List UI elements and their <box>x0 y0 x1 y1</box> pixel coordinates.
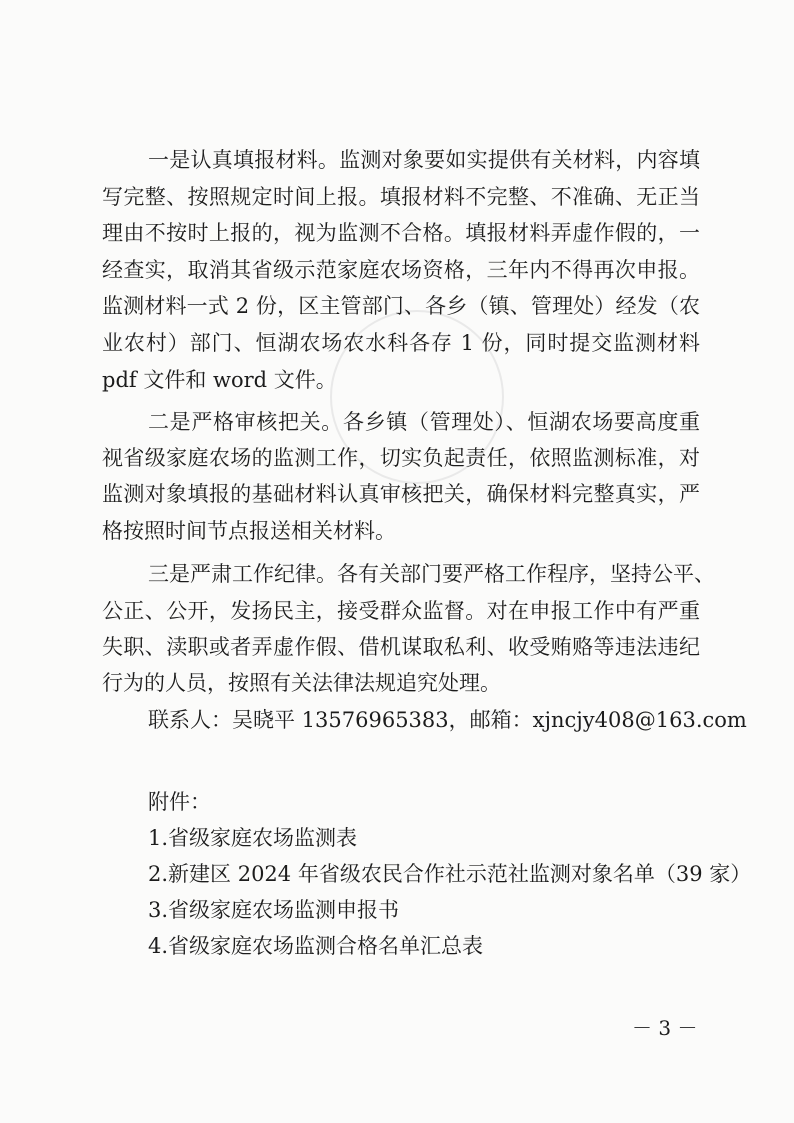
attachments-title: 附件： <box>148 790 211 814</box>
text-line: 视省级家庭农场的监测工作，切实负起责任，依照监测标准，对 <box>102 446 700 470</box>
attachment-item: 2.新建区 2024 年省级农民合作社示范社监测对象名单（39 家） <box>148 862 752 886</box>
text-line: pdf 文件和 word 文件。 <box>102 368 337 392</box>
text-line: 监测材料一式 2 份，区主管部门、各乡（镇、管理处）经发（农 <box>102 294 700 318</box>
text-line: 业农村）部门、恒湖农场农水科各存 1 份，同时提交监测材料 <box>102 331 700 355</box>
text-line: 二是严格审核把关。各乡镇（管理处）、恒湖农场要高度重 <box>148 410 700 434</box>
text-line: 行为的人员，按照有关法律法规追究处理。 <box>102 671 501 695</box>
text-line: 理由不按时上报的，视为监测不合格。填报材料弄虚作假的，一 <box>102 221 700 245</box>
text-line: 失职、渎职或者弄虚作假、借机谋取私利、收受贿赂等违法违纪 <box>102 635 700 659</box>
text-line: 格按照时间节点报送相关材料。 <box>102 519 396 543</box>
page-number: － 3 － <box>632 1016 698 1040</box>
attachment-item: 1.省级家庭农场监测表 <box>148 826 358 850</box>
text-line: 监测对象填报的基础材料认真审核把关，确保材料完整真实，严 <box>102 482 700 506</box>
text-line: 写完整、按照规定时间上报。填报材料不完整、不准确、无正当 <box>102 185 700 209</box>
text-line: 三是严肃工作纪律。各有关部门要严格工作程序，坚持公平、 <box>148 562 715 586</box>
text-line: 一是认真填报材料。监测对象要如实提供有关材料，内容填 <box>148 148 700 172</box>
attachment-item: 4.省级家庭农场监测合格名单汇总表 <box>148 934 484 958</box>
contact-line: 联系人：吴晓平 13576965383，邮箱：xjncjy408@163.com <box>148 708 747 732</box>
attachment-item: 3.省级家庭农场监测申报书 <box>148 898 400 922</box>
text-line: 经查实，取消其省级示范家庭农场资格，三年内不得再次申报。 <box>102 258 700 282</box>
text-line: 公正、公开，发扬民主，接受群众监督。对在申报工作中有严重 <box>102 599 700 623</box>
